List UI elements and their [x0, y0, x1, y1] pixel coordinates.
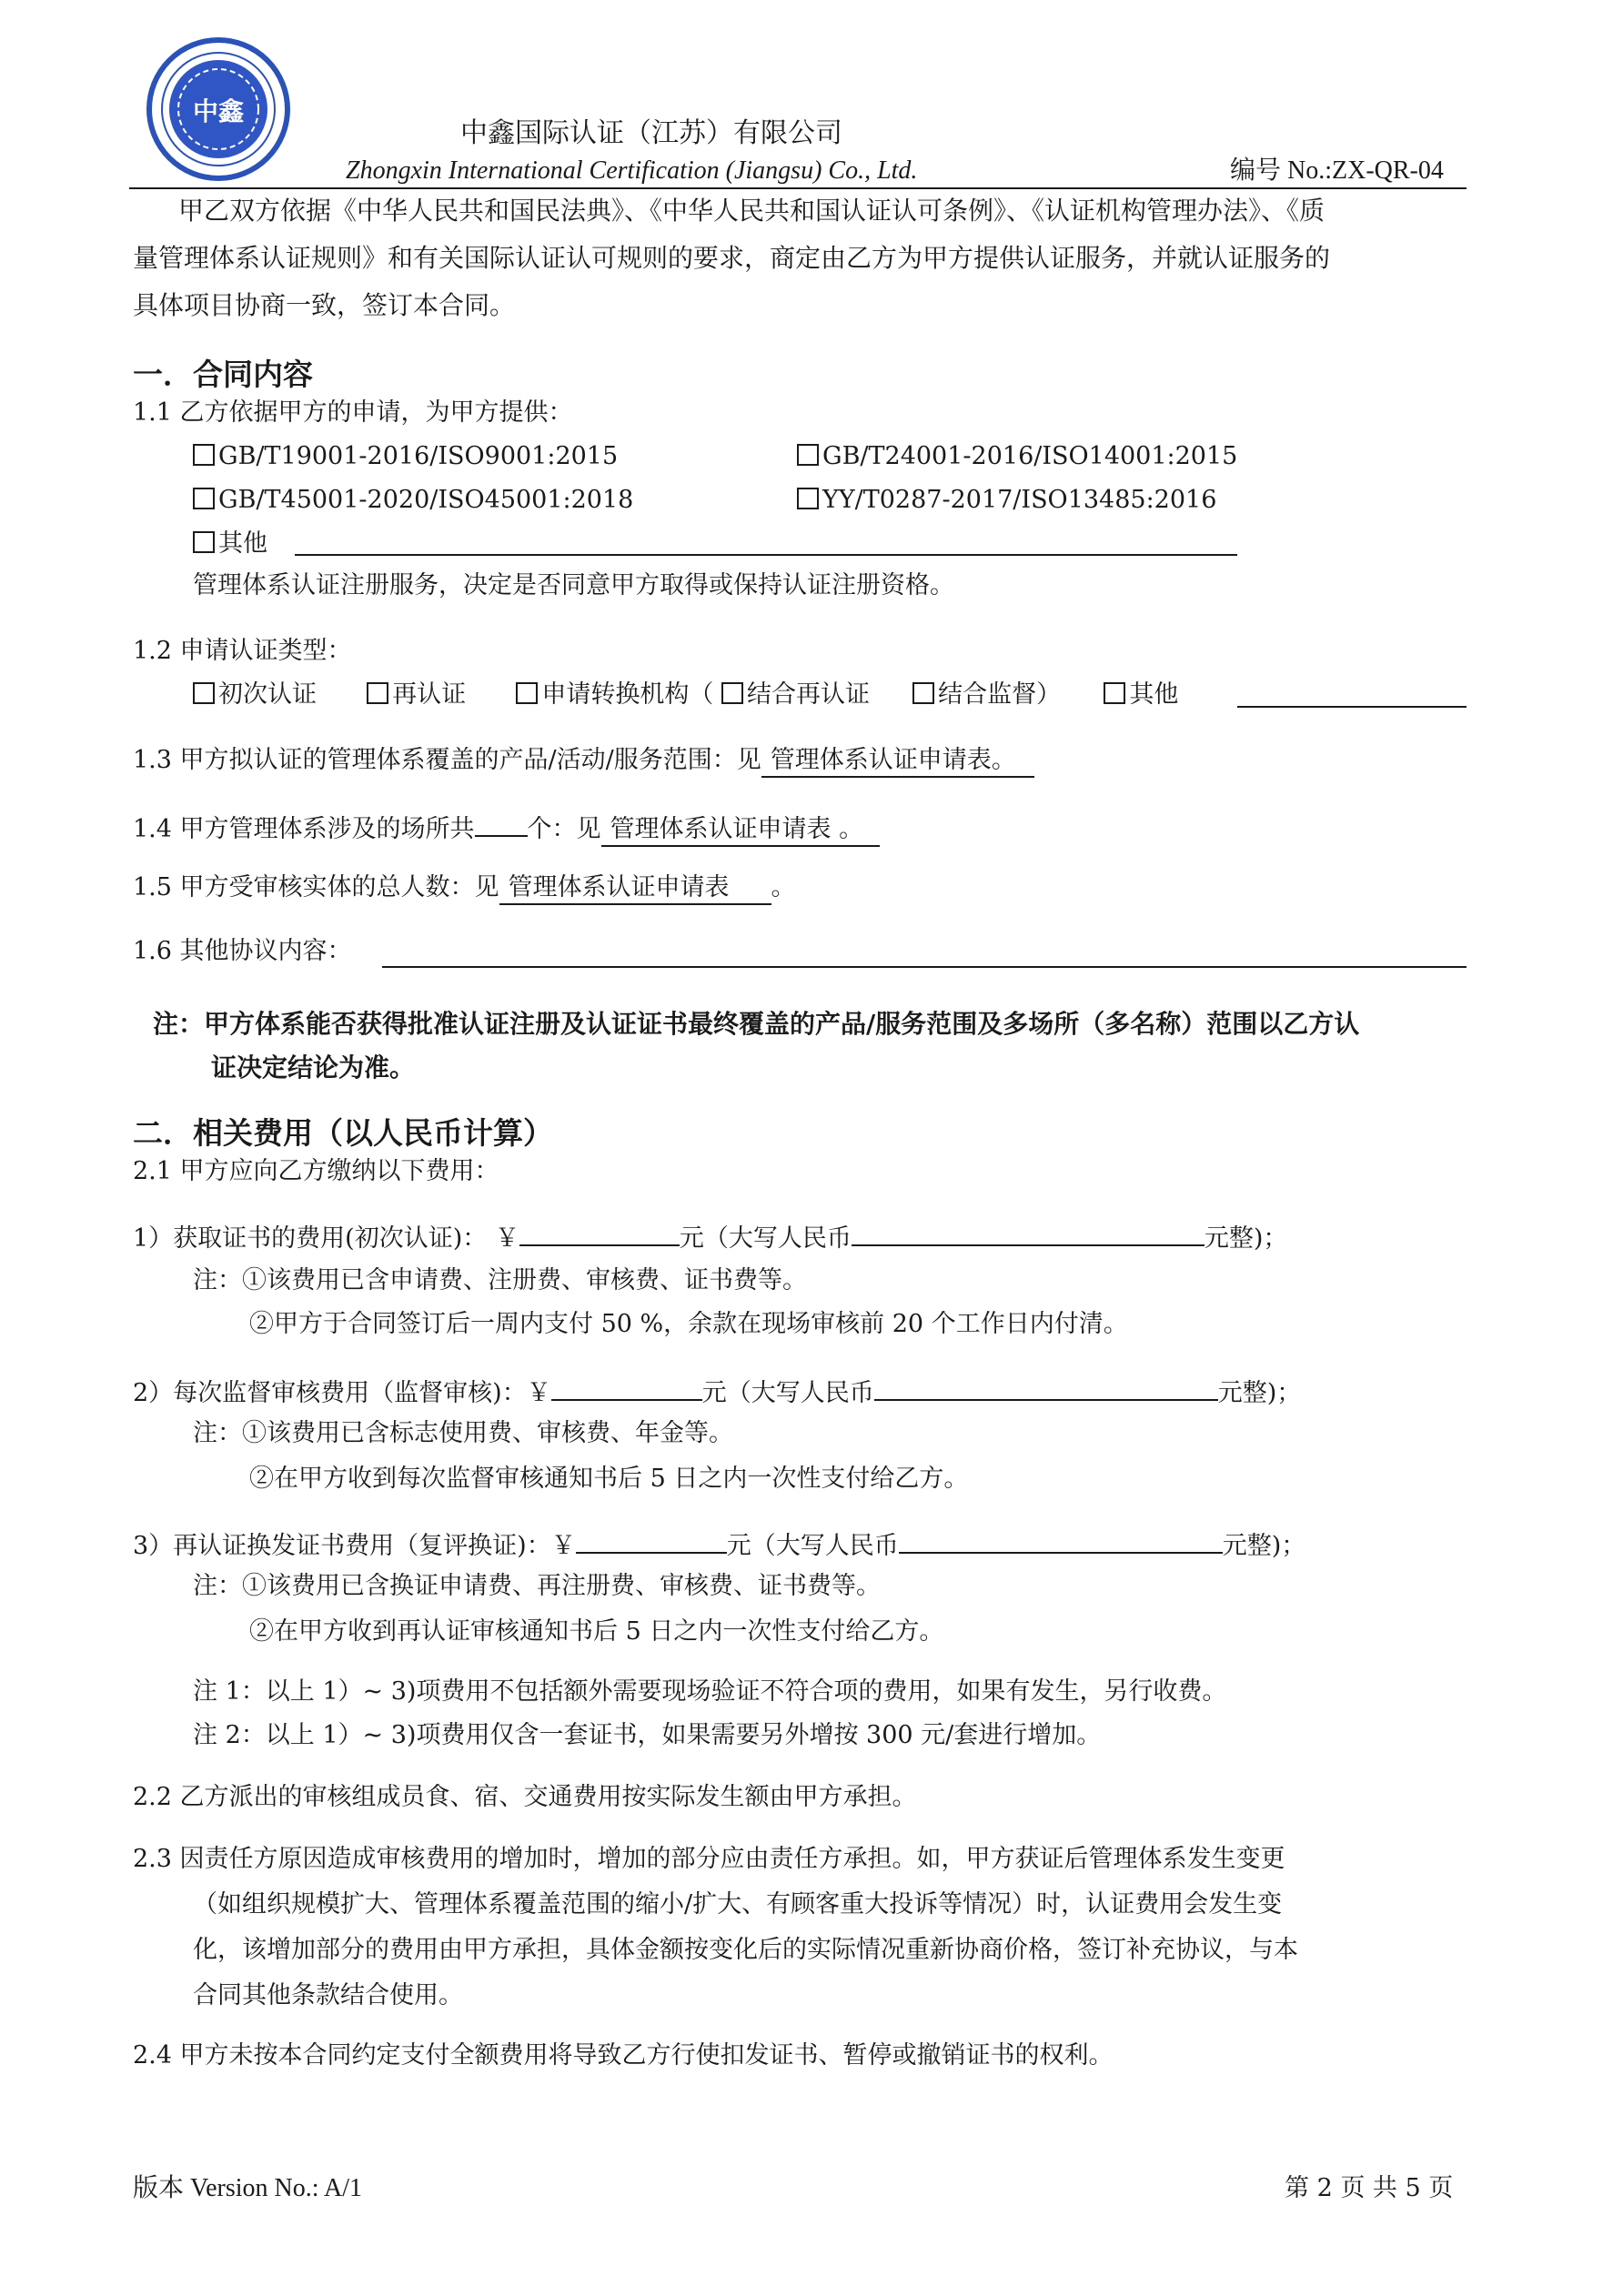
- fee-3: 3）再认证换发证书费用（复评换证)：￥ 元（大写人民币 元整)；: [133, 1528, 1305, 1558]
- company-name-en: Zhongxin International Certification (Jiangsu) Co., Ltd.: [346, 156, 918, 185]
- company-logo: [146, 36, 291, 182]
- svg-text:中鑫: 中鑫: [192, 96, 245, 126]
- option-iso9001[interactable]: GB/T19001-2016/ISO9001:2015: [193, 444, 618, 468]
- fee-1-note-1: 注：①该费用已含申请费、注册费、审核费、证书费等。: [193, 1266, 807, 1294]
- s1-4: 1.4 甲方管理体系涉及的场所共 个：见 管理体系认证申请表 。: [133, 811, 880, 841]
- fee-1-amount-field[interactable]: [519, 1221, 680, 1246]
- checkbox[interactable]: [797, 488, 819, 509]
- intro-line-3: 具体项目协商一致，签订本合同。: [133, 290, 516, 320]
- option-initial[interactable]: 初次认证: [193, 680, 317, 709]
- logo-seal-icon: [146, 36, 291, 182]
- s2-4: 2.4 甲方未按本合同约定支付全额费用将导致乙方行使扣发证书、暂停或撤销证书的权利。: [133, 2041, 1114, 2069]
- s1-1-tail: 管理体系认证注册服务，决定是否同意甲方取得或保持认证注册资格。: [193, 571, 954, 599]
- fee-note-1: 注 1：以上 1）~ 3)项费用不包括额外需要现场验证不符合项的费用，如果有发生，另行收费。: [193, 1677, 1227, 1706]
- checkbox[interactable]: [193, 444, 215, 466]
- section-2-title: 二．相关费用（以人民币计算）: [133, 1115, 553, 1151]
- option-iso45001[interactable]: GB/T45001-2020/ISO45001:2018: [193, 488, 633, 512]
- s1-6-fill-line[interactable]: [382, 966, 1467, 968]
- fee-3-amount-field[interactable]: [576, 1528, 727, 1554]
- s2-2: 2.2 乙方派出的审核组成员食、宿、交通费用按实际发生额由甲方承担。: [133, 1783, 917, 1811]
- checkbox[interactable]: [1104, 682, 1125, 704]
- type-other-fill-line[interactable]: [1237, 706, 1467, 708]
- checkbox[interactable]: [797, 444, 819, 466]
- s1-3: 1.3 甲方拟认证的管理体系覆盖的产品/活动/服务范围：见 管理体系认证申请表。: [133, 748, 1034, 772]
- s1-5: 1.5 甲方受审核实体的总人数：见 管理体系认证申请表 。: [133, 875, 796, 900]
- version-number: 版本 Version No.: A/1: [133, 2174, 363, 2202]
- fee-2-note-2: ②在甲方收到每次监督审核通知书后 5 日之内一次性支付给乙方。: [249, 1465, 969, 1493]
- checkbox[interactable]: [193, 488, 215, 509]
- fee-2-note-1: 注：①该费用已含标志使用费、审核费、年金等。: [193, 1419, 733, 1447]
- fee-1: 1）获取证书的费用(初次认证)： ￥ 元（大写人民币 元整)；: [133, 1221, 1287, 1251]
- option-iso13485[interactable]: YY/T0287-2017/ISO13485:2016: [797, 488, 1216, 512]
- checkbox[interactable]: [193, 531, 215, 553]
- header-rule: [129, 187, 1467, 189]
- option-transfer[interactable]: 申请转换机构（: [516, 680, 713, 709]
- fee-2-capital-field[interactable]: [874, 1375, 1218, 1401]
- fee-2: 2）每次监督审核费用（监督审核)：￥ 元（大写人民币 元整)；: [133, 1375, 1301, 1405]
- s1-5-value: 管理体系认证申请表: [499, 873, 771, 905]
- fee-2-amount-field[interactable]: [551, 1375, 702, 1401]
- intro-line-2: 量管理体系认证规则》和有关国际认证认可规则的要求，商定由乙方为甲方提供认证服务，并就认证服务的: [133, 243, 1331, 273]
- s2-3-line-4: 合同其他条款结合使用。: [193, 1981, 463, 2009]
- checkbox[interactable]: [721, 682, 743, 704]
- checkbox[interactable]: [367, 682, 388, 704]
- option-other[interactable]: 其他: [193, 531, 267, 556]
- checkbox[interactable]: [193, 682, 215, 704]
- s2-3-line-1: 2.3 因责任方原因造成审核费用的增加时，增加的部分应由责任方承担。如，甲方获证后管理体系发生变更: [133, 1845, 1285, 1873]
- page-number: 第 2 页 共 5 页: [1285, 2174, 1454, 2202]
- s2-3-line-2: （如组织规模扩大、管理体系覆盖范围的缩小/扩大、有顾客重大投诉等情况）时，认证费用会发生变: [193, 1890, 1283, 1918]
- option-recert[interactable]: 再认证: [367, 680, 466, 709]
- s2-3-line-3: 化，该增加部分的费用由甲方承担，具体金额按变化后的实际情况重新协商价格，签订补充协议，与本: [193, 1936, 1298, 1964]
- intro-line-1: 甲乙双方依据《中华人民共和国民法典》、《中华人民共和国认证认可条例》、《认证机构管理办法》、《质: [178, 196, 1326, 226]
- fee-note-2: 注 2：以上 1）~ 3)项费用仅含一套证书，如果需要另外增按 300 元/套进行增加。: [193, 1721, 1102, 1749]
- site-count-field[interactable]: [475, 811, 528, 837]
- option-combined-recert[interactable]: 结合再认证: [721, 680, 870, 709]
- scope-note-line-1: 注：甲方体系能否获得批准认证注册及认证证书最终覆盖的产品/服务范围及多场所（多名称）范围以乙方认: [153, 1009, 1360, 1039]
- s1-3-value: 管理体系认证申请表。: [761, 746, 1034, 778]
- option-other-type[interactable]: 其他: [1104, 680, 1178, 709]
- other-fill-line[interactable]: [295, 554, 1237, 556]
- checkbox[interactable]: [912, 682, 934, 704]
- document-number: 编号 No.:ZX-QR-04: [1230, 156, 1444, 185]
- scope-note-line-2: 证决定结论为准。: [211, 1052, 416, 1083]
- option-combined-surveillance[interactable]: 结合监督）: [912, 680, 1061, 709]
- s2-1: 2.1 甲方应向乙方缴纳以下费用：: [133, 1157, 499, 1185]
- s1-2-options: [193, 682, 1178, 707]
- checkbox[interactable]: [516, 682, 538, 704]
- s1-1-label: 1.1 乙方依据甲方的申请，为甲方提供：: [133, 398, 573, 427]
- fee-1-capital-field[interactable]: [852, 1221, 1205, 1246]
- company-name-cn: 中鑫国际认证（江苏）有限公司: [460, 117, 842, 149]
- s1-4-value: 管理体系认证申请表 。: [601, 815, 881, 847]
- fee-3-note-2: ②在甲方收到再认证审核通知书后 5 日之内一次性支付给乙方。: [249, 1617, 944, 1646]
- option-iso14001[interactable]: GB/T24001-2016/ISO14001:2015: [797, 444, 1237, 468]
- fee-3-note-1: 注：①该费用已含换证申请费、再注册费、审核费、证书费等。: [193, 1572, 881, 1600]
- fee-1-note-2: ②甲方于合同签订后一周内支付 50 %，余款在现场审核前 20 个工作日内付清。: [249, 1310, 1128, 1338]
- fee-3-capital-field[interactable]: [899, 1528, 1223, 1554]
- s1-6-label: 1.6 其他协议内容：: [133, 937, 352, 965]
- s1-2-label: 1.2 申请认证类型：: [133, 637, 352, 665]
- section-1-title: 一．合同内容: [133, 357, 313, 392]
